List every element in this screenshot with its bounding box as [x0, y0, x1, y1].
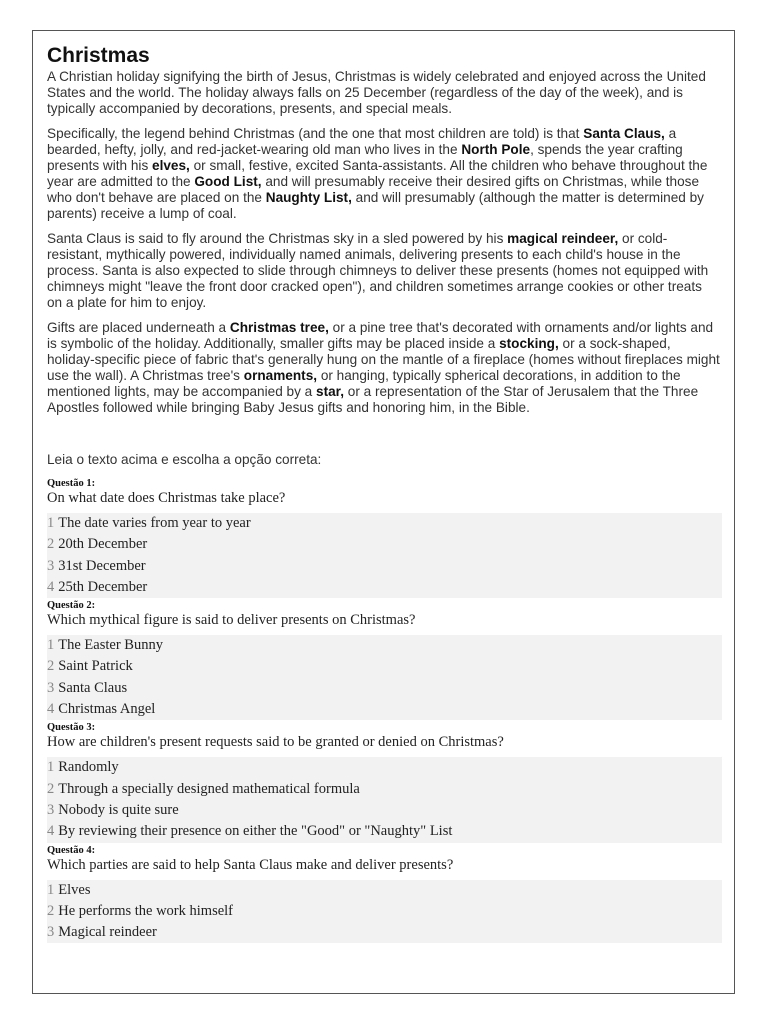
option-text: Santa Claus [58, 679, 128, 696]
option-text: 20th December [58, 536, 148, 553]
option-number: 1 [47, 759, 55, 776]
paragraph-text: and will presumably receive their desired gifts on Christmas, while those who don't behave are placed on the [47, 174, 700, 205]
answer-options [47, 513, 722, 598]
article-paragraph [47, 231, 720, 311]
paragraph-text: or a pine tree that's decorated with ornaments and/or lights and is symbolic of the holiday. Additionally, smaller gifts may be placed inside a [47, 320, 714, 351]
option-number: 1 [47, 881, 55, 898]
answer-option[interactable] [47, 901, 722, 922]
bold-term: star, [316, 384, 344, 399]
option-text: He performs the work himself [58, 902, 234, 919]
bold-term: Good List, [194, 174, 262, 189]
article-paragraph [47, 320, 720, 416]
paragraph-text: Santa Claus is said to fly around the Christmas sky in a sled powered by his [47, 231, 508, 246]
bold-term: ornaments, [243, 368, 318, 383]
answer-option[interactable] [47, 556, 722, 577]
paragraph-text: and will presumably (although the matter is determined by parents) receive a lump of coal. [47, 190, 704, 221]
option-number: 3 [47, 924, 55, 941]
bold-term: magical reindeer, [507, 231, 619, 246]
paragraph-text: A Christian holiday signifying the birth of Jesus, Christmas is widely celebrated and enjoyed across the United States and the world. The holiday always falls on 25 December (regardless of the day of the week), and is typically accompanied by decorations, presents, and special meals. [47, 69, 706, 116]
bold-term: North Pole [461, 142, 531, 157]
paragraph-text: or small, festive, excited Santa-assistants. All the children who behave throughout the year are admitted to the [47, 158, 708, 189]
question-label: Questão 4: [47, 844, 96, 856]
quiz-instruction: Leia o texto acima e escolha a opção correta: [47, 452, 322, 467]
question-label: Questão 2: [47, 600, 96, 612]
paragraph-text: a bearded, hefty, jolly, and red-jacket-wearing old man who lives in the [47, 126, 677, 157]
option-number: 1 [47, 637, 55, 654]
quiz-questions [47, 478, 720, 943]
option-number: 2 [47, 658, 55, 675]
option-text: 31st December [58, 557, 146, 574]
answer-option[interactable] [47, 513, 722, 534]
bold-term: Santa Claus, [583, 126, 665, 141]
answer-options [47, 757, 722, 842]
paragraph-text: or cold-resistant, mythically powered, individually named animals, delivering presents to each child's house in the process. Santa is also expected to slide through chimneys to deliver these presents (homes not equipped with chimneys might "leave the front door cracked open"), and children sometimes arrange cookies or other treats on a plate for him to enjoy. [47, 231, 709, 310]
paragraph-text: or hanging, typically spherical decorations, in addition to the mentioned lights, may be accompanied by a [47, 368, 681, 399]
article-paragraph [47, 126, 720, 222]
question-block [47, 478, 720, 598]
option-number: 4 [47, 578, 55, 595]
option-number: 2 [47, 902, 55, 919]
option-number: 3 [47, 801, 55, 818]
question-block [47, 600, 720, 720]
option-text: 25th December [58, 578, 148, 595]
answer-option[interactable] [47, 757, 722, 778]
option-text: By reviewing their presence on either the "Good" or "Naughty" List [58, 823, 453, 840]
question-text: Which parties are said to help Santa Claus make and deliver presents? [47, 856, 454, 873]
option-number: 3 [47, 557, 55, 574]
question-text: On what date does Christmas take place? [47, 490, 286, 506]
article-body [47, 69, 720, 416]
question-text: Which mythical figure is said to deliver presents on Christmas? [47, 612, 416, 629]
option-text: Christmas Angel [58, 701, 156, 718]
option-text: Through a specially designed mathematical formula [58, 780, 360, 797]
bold-term: Christmas tree, [229, 320, 329, 335]
paragraph-text: Specifically, the legend behind Christmas (and the one that most children are told) is that [47, 126, 584, 141]
option-text: Magical reindeer [58, 924, 157, 941]
option-number: 2 [47, 536, 55, 553]
answer-option[interactable] [47, 821, 722, 842]
answer-option[interactable] [47, 635, 722, 656]
bold-term: stocking, [499, 336, 559, 351]
page-title: Christmas [47, 44, 150, 67]
option-number: 3 [47, 679, 55, 696]
option-text: Nobody is quite sure [58, 801, 179, 818]
option-text: The date varies from year to year [58, 515, 251, 531]
answer-options [47, 880, 722, 944]
answer-option[interactable] [47, 880, 722, 901]
answer-option[interactable] [47, 779, 722, 800]
answer-option[interactable] [47, 699, 722, 720]
question-text: How are children's present requests said to be granted or denied on Christmas? [47, 734, 504, 751]
paragraph-text: Gifts are placed underneath a [47, 320, 230, 335]
option-number: 2 [47, 780, 55, 797]
question-block [47, 845, 720, 944]
option-number: 4 [47, 701, 55, 718]
bold-term: Naughty List, [265, 190, 352, 205]
option-text: Elves [58, 881, 91, 898]
answer-option[interactable] [47, 922, 722, 943]
answer-option[interactable] [47, 656, 722, 677]
option-text: The Easter Bunny [58, 637, 163, 654]
article-paragraph [47, 69, 720, 117]
bold-term: elves, [152, 158, 190, 173]
question-label: Questão 1: [47, 478, 96, 489]
answer-option[interactable] [47, 678, 722, 699]
option-number: 4 [47, 823, 55, 840]
option-text: Saint Patrick [58, 658, 133, 675]
paragraph-text: or a representation of the Star of Jerusalem that the Three Apostles followed while bringing Baby Jesus gifts and honoring him, in the Bible. [47, 384, 699, 415]
document-page [32, 30, 735, 994]
option-text: Randomly [58, 759, 119, 776]
answer-option[interactable] [47, 800, 722, 821]
answer-options [47, 635, 722, 720]
answer-option[interactable] [47, 577, 722, 598]
question-label: Questão 3: [47, 722, 96, 734]
answer-option[interactable] [47, 534, 722, 555]
question-block [47, 722, 720, 842]
paragraph-text: , spends the year crafting presents with his [47, 142, 683, 173]
paragraph-text: or a sock-shaped, holiday-specific piece of fabric that's generally hung on the mantle of a fireplace (homes without fireplaces might use the wall). A Christmas tree's [47, 336, 720, 383]
option-number: 1 [47, 515, 55, 531]
